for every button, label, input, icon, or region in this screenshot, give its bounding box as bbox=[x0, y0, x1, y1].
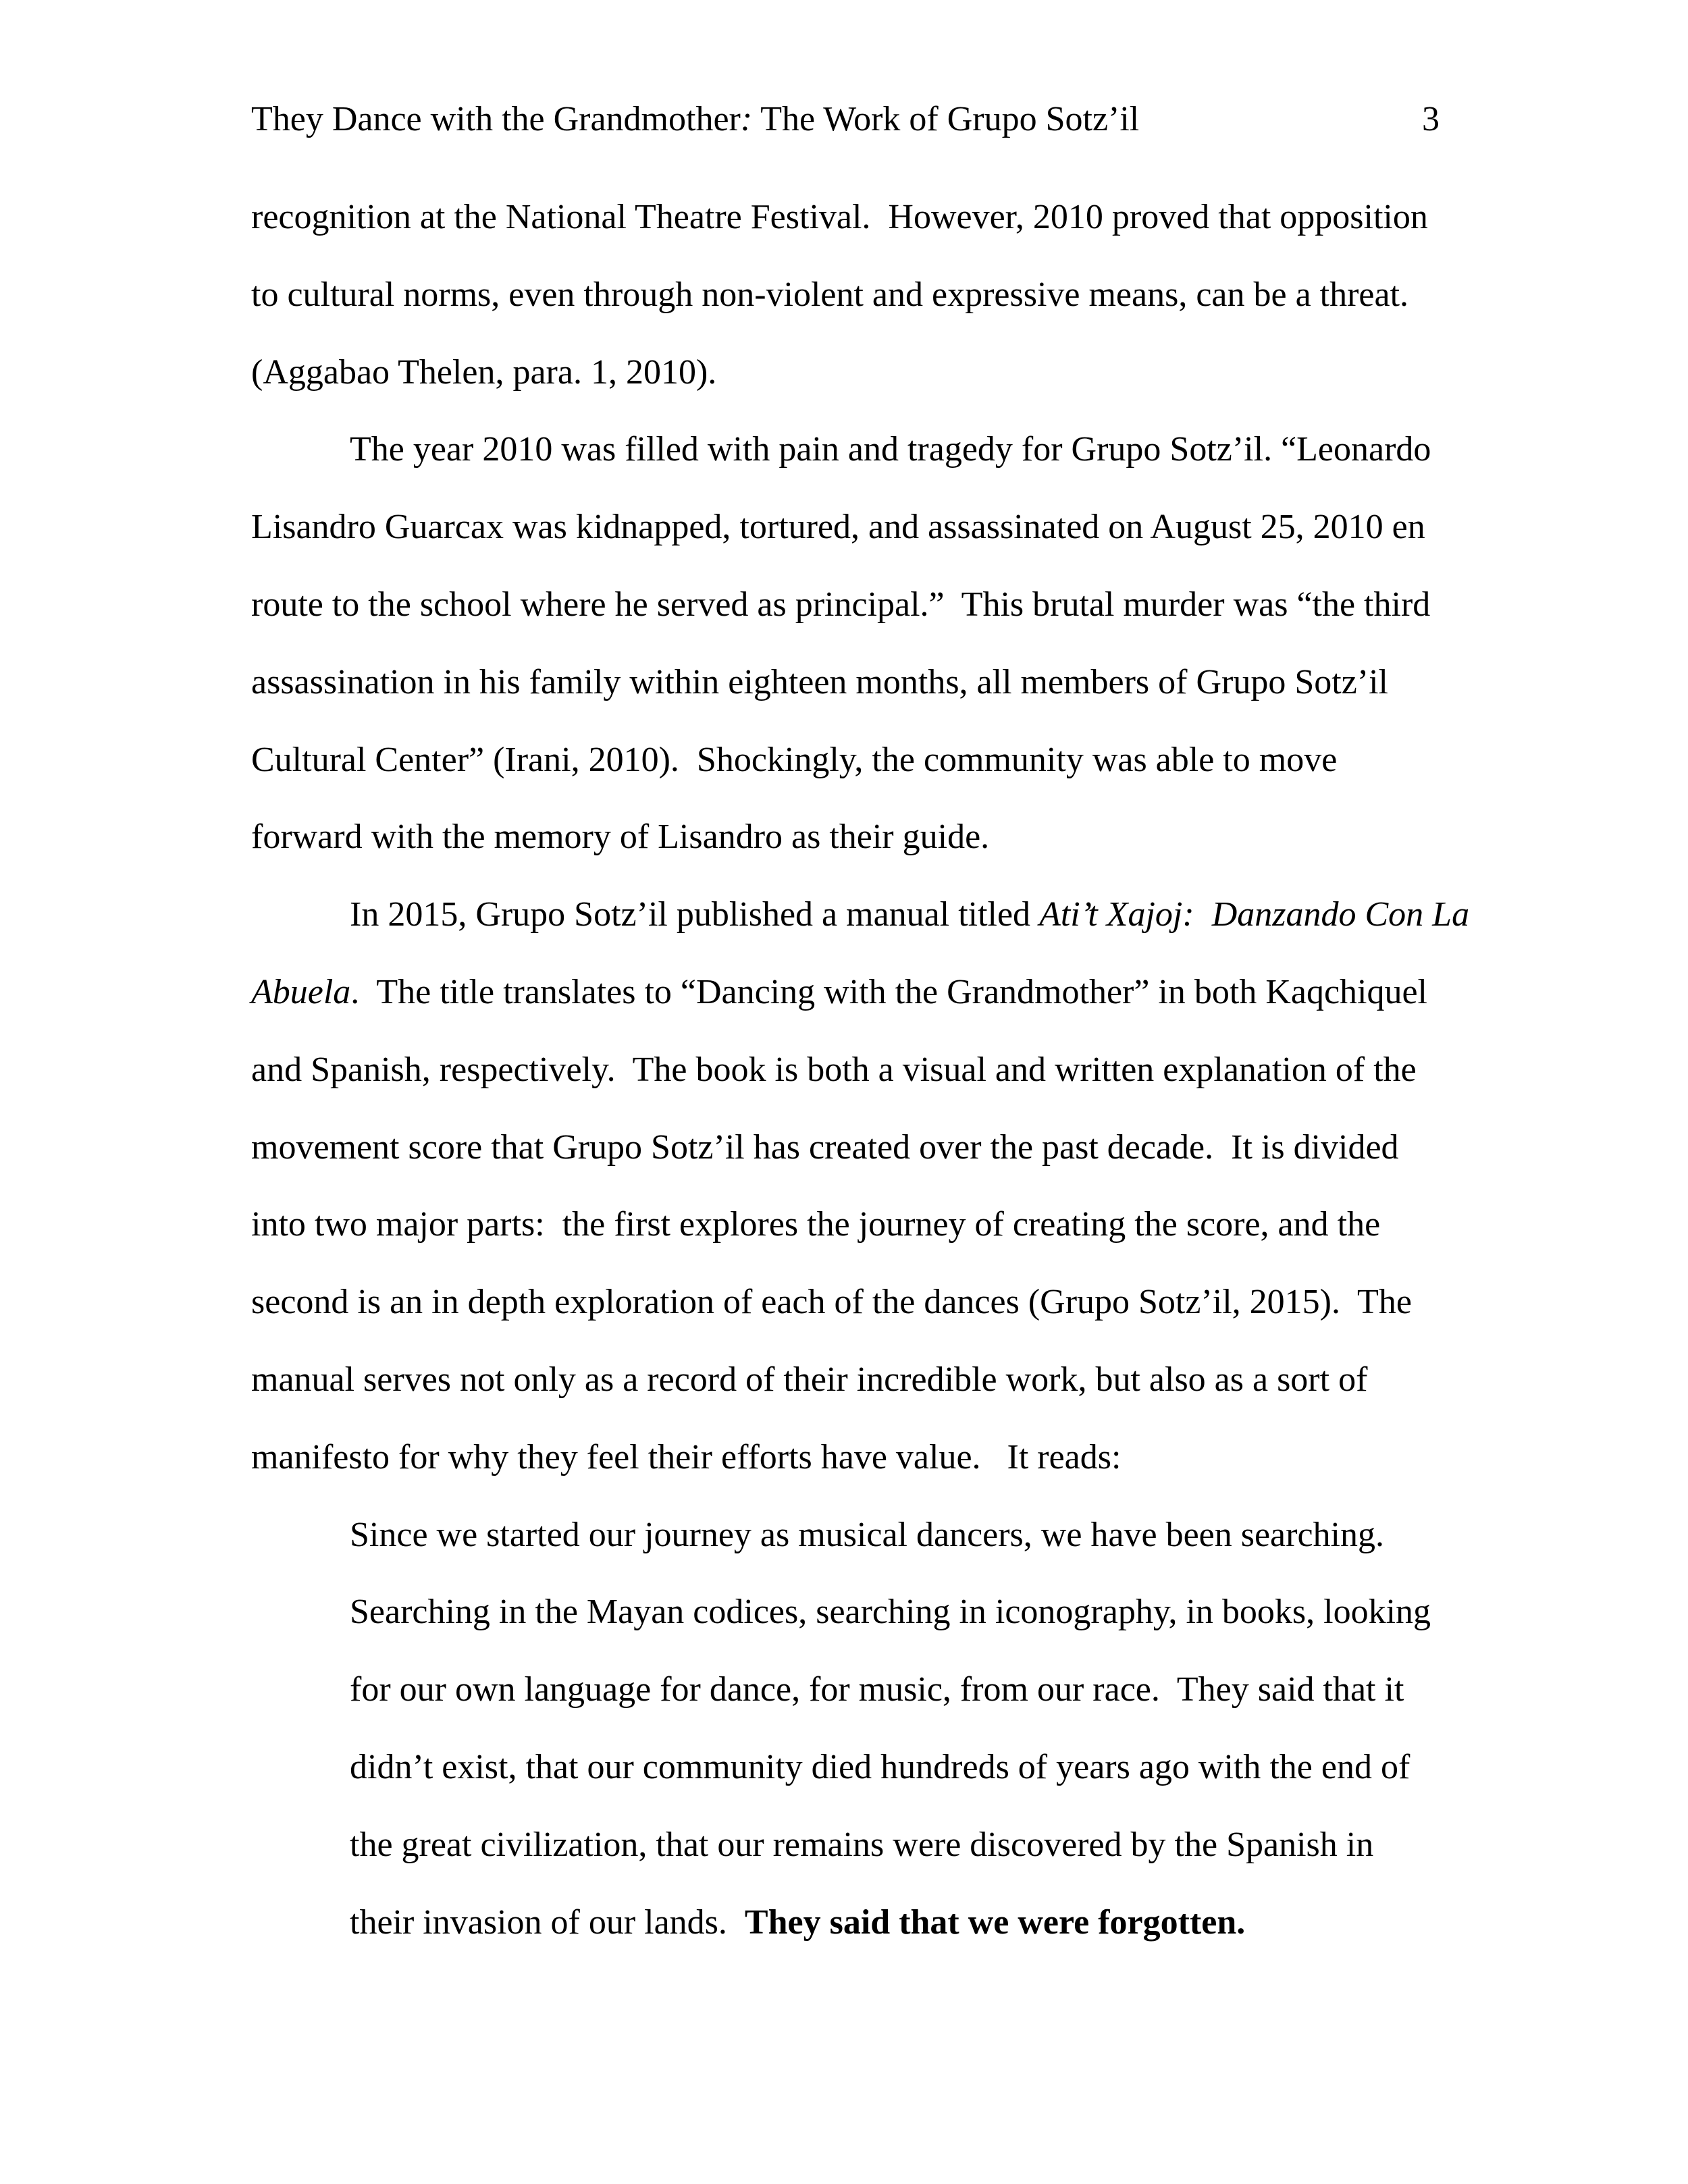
text-line: manifesto for why they feel their efforts have value. It reads: bbox=[251, 1437, 1122, 1476]
book-title-italic: Abuela bbox=[251, 972, 351, 1011]
running-header bbox=[251, 81, 1440, 158]
text-line: recognition at the National Theatre Festival. However, 2010 proved that opposition bbox=[251, 198, 1428, 236]
text-run: their invasion of our lands. bbox=[350, 1902, 745, 1942]
header-title bbox=[251, 81, 1139, 158]
header-title-main: They Dance with the Grandmother bbox=[251, 100, 741, 138]
text-line: manual serves not only as a record of their incredible work, but also as a sort of bbox=[251, 1360, 1368, 1399]
text-run: In 2015, Grupo Sotz’il published a manual titled bbox=[350, 895, 1040, 934]
book-title-italic: Ati’t Xajoj: Danzando Con La bbox=[1039, 895, 1470, 934]
quote-line: Since we started our journey as musical dancers, we have been searching. bbox=[350, 1515, 1384, 1554]
text-line bbox=[251, 876, 1470, 954]
text-line: to cultural norms, even through non-violent and expressive means, can be a threat. bbox=[251, 275, 1409, 314]
quote-line: didn’t exist, that our community died hundreds of years ago with the end of bbox=[350, 1747, 1410, 1786]
text-line: second is an in depth exploration of each of the dances (Grupo Sotz’il, 2015). The bbox=[251, 1283, 1412, 1322]
header-title-sub: The Work of Grupo Sotz’il bbox=[752, 100, 1140, 138]
paragraph-3 bbox=[251, 876, 1470, 1496]
body-text bbox=[251, 179, 1470, 1961]
quote-line: for our own language for dance, for music, from our race. They said that it bbox=[350, 1670, 1404, 1709]
text-line: assassination in his family within eighteen months, all members of Grupo Sotz’il bbox=[251, 662, 1388, 701]
text-line bbox=[251, 954, 1440, 1032]
page-number: 3 bbox=[1422, 100, 1440, 138]
text-line: forward with the memory of Lisandro as their guide. bbox=[251, 818, 990, 857]
text-line: route to the school where he served as principal.” This brutal murder was “the third bbox=[251, 585, 1431, 624]
text-line: Lisandro Guarcax was kidnapped, tortured, and assassinated on August 25, 2010 en bbox=[251, 508, 1425, 547]
text-line: and Spanish, respectively. The book is both a visual and written explanation of the bbox=[251, 1050, 1417, 1089]
text-line: The year 2010 was filled with pain and tragedy for Grupo Sotz’il. “Leonardo bbox=[350, 430, 1431, 469]
quote-line: the great civilization, that our remains were discovered by the Spanish in bbox=[350, 1825, 1374, 1864]
text-run: . The title translates to “Dancing with the Grandmother” in both Kaqchiquel bbox=[350, 972, 1428, 1011]
paragraph-1 bbox=[251, 179, 1440, 411]
emphasis-bold: They said that we were forgotten. bbox=[744, 1902, 1246, 1942]
quote-line bbox=[251, 1884, 1440, 1962]
header-title-colon: : bbox=[740, 100, 753, 138]
text-line: (Aggabao Thelen, para. 1, 2010). bbox=[251, 352, 717, 392]
paragraph-2 bbox=[251, 411, 1440, 876]
text-line: Cultural Center” (Irani, 2010). Shockingly, the community was able to move bbox=[251, 740, 1338, 779]
text-line: movement score that Grupo Sotz’il has created over the past decade. It is divided bbox=[251, 1127, 1399, 1167]
text-line: into two major parts: the first explores the journey of creating the score, and the bbox=[251, 1205, 1381, 1244]
quote-line: Searching in the Mayan codices, searching in iconography, in books, looking bbox=[350, 1593, 1431, 1632]
block-quote bbox=[251, 1497, 1440, 1962]
